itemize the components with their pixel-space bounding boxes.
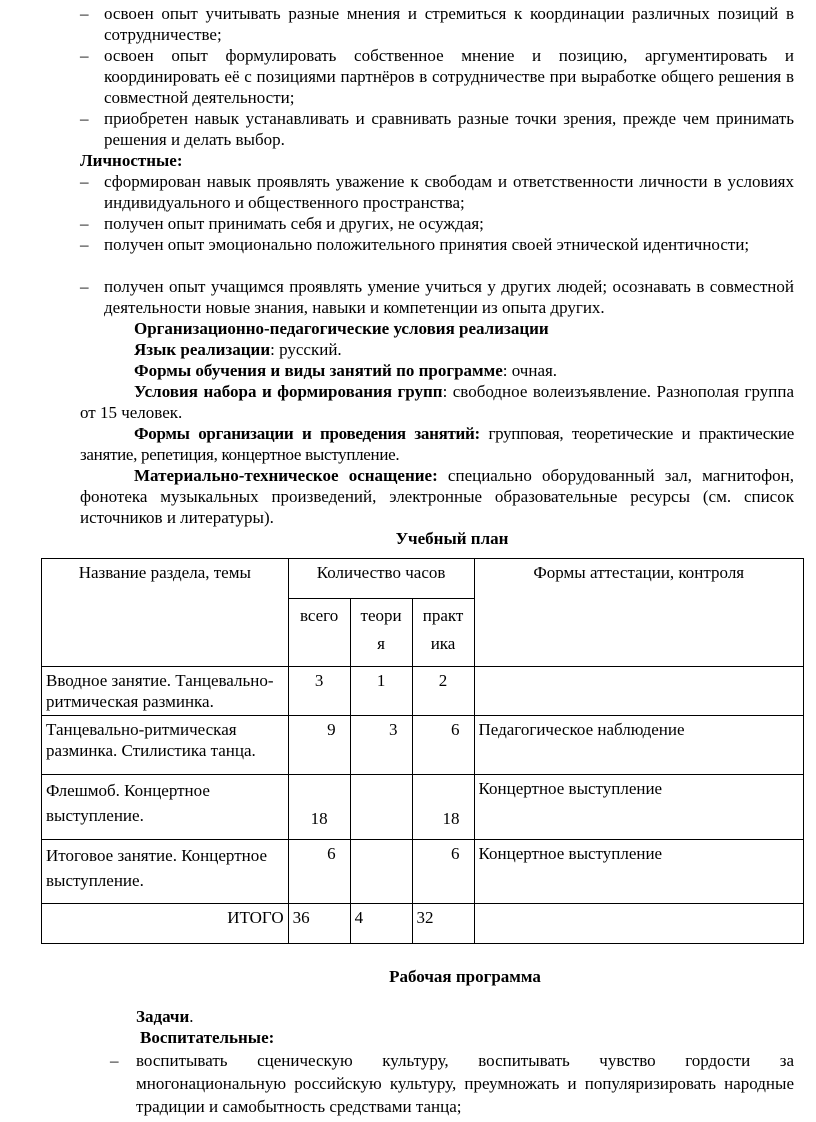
forms-value: : очная. <box>502 361 558 380</box>
row-attest: Концертное выступление <box>474 775 804 840</box>
list-item-text: получен опыт учащимся проявлять умение учиться у других людей; осознавать в совместной деятельности новые знания, навыки и компетенции из опыта других. <box>104 277 794 317</box>
list-item-text: освоен опыт формулировать собственное мнение и позицию, аргументировать и координировать её с позициями партнёров в сотрудничестве при выработке общего решения в совместной деятельности; <box>104 46 794 107</box>
row-theory <box>350 775 412 840</box>
list-item-text: получен опыт принимать себя и других, не осуждая; <box>104 214 484 233</box>
list-item-text: сформирован навык проявлять уважение к свободам и ответственности личности в условиях индивидуального и общественного пространства; <box>104 172 794 212</box>
org-heading: Организационно-педагогические условия реализации <box>134 319 549 338</box>
row-practice: 6 <box>412 840 474 904</box>
header-practice: практ ика <box>412 599 474 667</box>
row-attest: Концертное выступление <box>474 840 804 904</box>
table-total-row <box>42 904 804 944</box>
list-bullet: – <box>80 172 89 191</box>
list-item <box>80 276 794 318</box>
list-bullet: – <box>80 46 89 65</box>
conduct-value: групповая, теоретические и практические занятие, репетиция, концертное выступление. <box>80 424 794 464</box>
language-value: : русский. <box>270 340 342 359</box>
groups-label: Условия набора и формирования групп <box>134 382 443 401</box>
plan-title: Учебный план <box>395 529 509 548</box>
table-row <box>42 775 804 840</box>
header-attest: Формы аттестации, контроля <box>474 559 804 667</box>
row-total: 3 <box>288 667 350 716</box>
table-row <box>42 716 804 775</box>
row-practice: 18 <box>412 775 474 840</box>
sum-practice: 32 <box>412 904 474 944</box>
edu-heading: Воспитательные: <box>140 1028 275 1047</box>
row-total: 18 <box>288 775 350 840</box>
list-item <box>80 171 794 213</box>
list-item <box>80 108 794 150</box>
tasks-dot: . <box>189 1007 194 1026</box>
list-bullet: – <box>110 1051 119 1070</box>
header-total: всего <box>288 599 350 667</box>
list-item-text: получен опыт эмоционально положительного принятия своей этнической идентичности; <box>104 235 750 254</box>
list-bullet: – <box>80 109 89 128</box>
language-label: Язык реализации <box>134 340 271 359</box>
material-value: специально оборудованный зал, магнитофон, фонотека музыкальных произведений, электронные образовательные ресурсы (см. список источников и литературы). <box>80 466 794 527</box>
list-bullet: – <box>80 214 89 233</box>
list-bullet: – <box>80 277 89 296</box>
table-row <box>42 840 804 904</box>
header-name: Название раздела, темы <box>42 559 289 667</box>
tasks-line <box>136 1006 194 1027</box>
conduct-paragraph <box>80 423 794 465</box>
groups-paragraph <box>80 381 794 423</box>
header-theory: теори я <box>350 599 412 667</box>
total-label: ИТОГО <box>42 904 289 944</box>
row-practice: 2 <box>412 667 474 716</box>
list-item-text: приобретен навык устанавливать и сравнивать разные точки зрения, прежде чем принимать решения и делать выбор. <box>104 109 794 149</box>
list-bullet: – <box>80 235 89 254</box>
row-name: Вводное занятие. Танцевально-ритмическая разминка. <box>42 667 289 716</box>
row-theory <box>350 840 412 904</box>
row-attest <box>474 667 804 716</box>
list-item <box>80 213 794 234</box>
groups-value: : свободное волеизъявление. Разнополая группа от 15 человек. <box>80 382 794 422</box>
header-hours: Количество часов <box>288 559 474 599</box>
row-theory: 3 <box>350 716 412 775</box>
row-name: Флешмоб. Концертное выступление. <box>42 775 289 840</box>
sum-theory: 4 <box>350 904 412 944</box>
row-practice: 6 <box>412 716 474 775</box>
row-name: Танцевально-ритмическая разминка. Стилистика танца. <box>42 716 289 775</box>
row-attest: Педагогическое наблюдение <box>474 716 804 775</box>
personal-heading: Личностные: <box>80 151 183 170</box>
list-bullet: – <box>80 4 89 23</box>
material-paragraph <box>80 465 794 528</box>
program-title: Рабочая программа <box>389 967 541 986</box>
study-plan-table <box>41 558 804 944</box>
list-item <box>80 45 794 108</box>
forms-label: Формы обучения и виды занятий по программе <box>134 361 503 380</box>
list-item-text: освоен опыт учитывать разные мнения и стремиться к координации различных позиций в сотрудничестве; <box>104 4 794 44</box>
list-item <box>110 1049 794 1118</box>
row-total: 9 <box>288 716 350 775</box>
sum-total: 36 <box>288 904 350 944</box>
language-line <box>134 339 794 360</box>
table-header-row <box>42 559 804 599</box>
row-theory: 1 <box>350 667 412 716</box>
total-attest-empty <box>474 904 804 944</box>
list-item <box>80 3 794 45</box>
list-item <box>80 234 794 255</box>
row-name: Итоговое занятие. Концертное выступление. <box>42 840 289 904</box>
material-label: Материально-техническое оснащение: <box>134 466 438 485</box>
table-row <box>42 667 804 716</box>
tasks-label: Задачи <box>136 1007 190 1026</box>
list-item-text: воспитывать сценическую культуру, воспитывать чувство гордости за многонациональную российскую культуру, преумножать и популяризировать народные традиции и самобытность средствами танца; <box>136 1051 794 1116</box>
forms-line <box>134 360 794 381</box>
conduct-label: Формы организации и проведения занятий: <box>134 424 480 443</box>
row-total: 6 <box>288 840 350 904</box>
